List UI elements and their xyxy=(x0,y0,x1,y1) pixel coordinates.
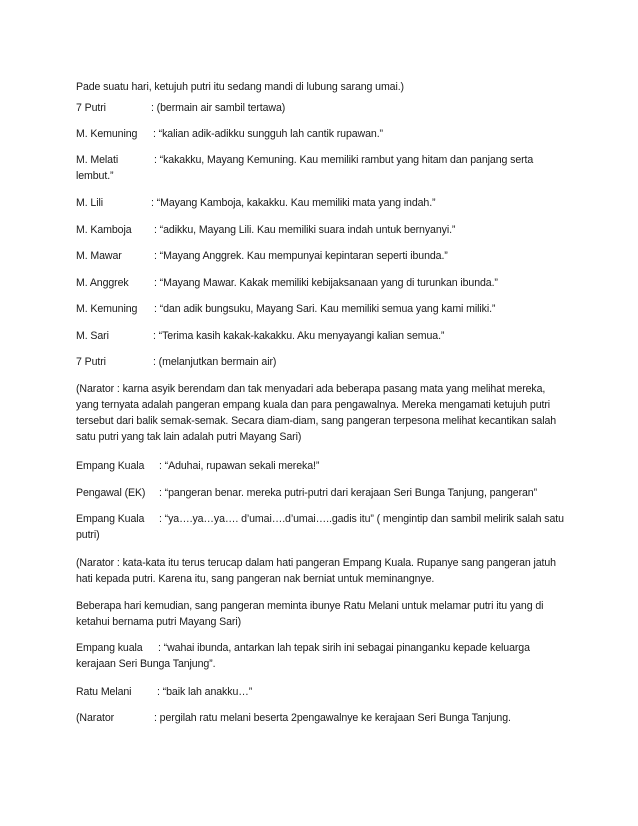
speaker-name: Empang Kuala xyxy=(76,460,145,472)
speaker-name: M. Lili xyxy=(76,197,103,209)
dialogue-line xyxy=(76,275,566,291)
dialogue-text: : “Terima kasih kakak-kakakku. Aku menyayangi kalian semua.” xyxy=(153,330,445,342)
dialogue-text: : “Mayang Kamboja, kakakku. Kau memiliki mata yang indah.” xyxy=(151,197,436,209)
dialogue-text: : (bermain air sambil tertawa) xyxy=(151,102,286,114)
dialogue-line xyxy=(76,458,566,474)
speaker-name: Ratu Melani xyxy=(76,686,132,698)
dialogue-text: : pergilah ratu melani beserta 2pengawalnye ke kerajaan Seri Bunga Tanjung. xyxy=(154,712,511,724)
speaker-name: Empang kuala xyxy=(76,642,143,654)
dialogue-text: : “wahai ibunda, antarkan lah tepak sirih ini sebagai pinanganku kepade keluarga xyxy=(158,642,530,654)
narrator-paragraph: Beberapa hari kemudian, sang pangeran meminta ibunye Ratu Melani untuk melamar putri itu yang di ketahui bernama putri Mayang Sari) xyxy=(76,600,544,628)
speaker-name: M. Kamboja xyxy=(76,224,132,236)
dialogue-line xyxy=(76,640,566,672)
dialogue-text: : “kakakku, Mayang Kemuning. Kau memiliki rambut yang hitam dan panjang serta xyxy=(154,154,534,166)
dialogue-line xyxy=(76,511,566,543)
dialogue-line xyxy=(76,222,566,238)
dialogue-line xyxy=(76,152,566,184)
dialogue-line xyxy=(76,195,566,211)
dialogue-text: : “adikku, Mayang Lili. Kau memiliki suara indah untuk bernyanyi.” xyxy=(154,224,456,236)
dialogue-line xyxy=(76,684,566,700)
dialogue-text: : “Mayang Mawar. Kakak memiliki kebijaksanaan yang di turunkan ibunda.” xyxy=(154,277,498,289)
narrator-paragraph: (Narator : kata-kata itu terus terucap dalam hati pangeran Empang Kuala. Rupanye sang pangeran jatuh hati kepada putri. Karena itu, sang pangeran nak berniat untuk meminangnye. xyxy=(76,557,556,585)
speaker-name: M. Kemuning xyxy=(76,128,138,140)
dialogue-line xyxy=(76,485,566,501)
speaker-name: M. Kemuning xyxy=(76,303,138,315)
dialogue-line xyxy=(76,100,566,116)
dialogue-line xyxy=(76,301,566,317)
speaker-name: M. Anggrek xyxy=(76,277,129,289)
speaker-name: M. Sari xyxy=(76,330,109,342)
dialogue-text: : “Aduhai, rupawan sekali mereka!” xyxy=(159,460,320,472)
dialogue-text: : “ya….ya…ya…. d’umai….d’umai…..gadis itu” ( mengintip dan sambil melirik salah satu xyxy=(159,513,564,525)
dialogue-text: : (melanjutkan bermain air) xyxy=(153,356,277,368)
dialogue-text: : “kalian adik-adikku sungguh lah cantik rupawan.” xyxy=(153,128,383,140)
speaker-name: 7 Putri xyxy=(76,356,106,368)
dialogue-text: : “baik lah anakku…” xyxy=(157,686,253,698)
dialogue-continuation: putri) xyxy=(76,529,100,541)
dialogue-line xyxy=(76,126,566,142)
dialogue-text: : “dan adik bungsuku, Mayang Sari. Kau memiliki semua yang kami miliki.” xyxy=(154,303,496,315)
speaker-name: Empang Kuala xyxy=(76,513,145,525)
dialogue-continuation: kerajaan Seri Bunga Tanjung”. xyxy=(76,658,216,670)
dialogue-line xyxy=(76,354,566,370)
dialogue-line xyxy=(76,710,566,726)
speaker-name: (Narator xyxy=(76,712,115,724)
dialogue-text: : “pangeran benar. mereka putri-putri dari kerajaan Seri Bunga Tanjung, pangeran” xyxy=(159,487,538,499)
speaker-name: M. Melati xyxy=(76,154,119,166)
narrator-paragraph: (Narator : karna asyik berendam dan tak menyadari ada beberapa pasang mata yang melihat mereka, yang ternyata adalah pangeran empang kuala dan para pengawalnya. Mereka mengamati ketujuh putri tersebut dari balik semak-semak. Secara diam-diam, sang pangeran terpesona melihat kecantikan salah satu putri yang tak lain adalah putri Mayang Sari) xyxy=(76,383,557,443)
intro-paragraph: Pade suatu hari, ketujuh putri itu sedang mandi di lubung sarang umai.) xyxy=(76,81,404,93)
speaker-name: Pengawal (EK) xyxy=(76,487,146,499)
dialogue-line xyxy=(76,328,566,344)
speaker-name: M. Mawar xyxy=(76,250,122,262)
speaker-name: 7 Putri xyxy=(76,102,106,114)
dialogue-line xyxy=(76,248,566,264)
dialogue-continuation: lembut.” xyxy=(76,170,114,182)
dialogue-text: : “Mayang Anggrek. Kau mempunyai kepintaran seperti ibunda.” xyxy=(154,250,448,262)
